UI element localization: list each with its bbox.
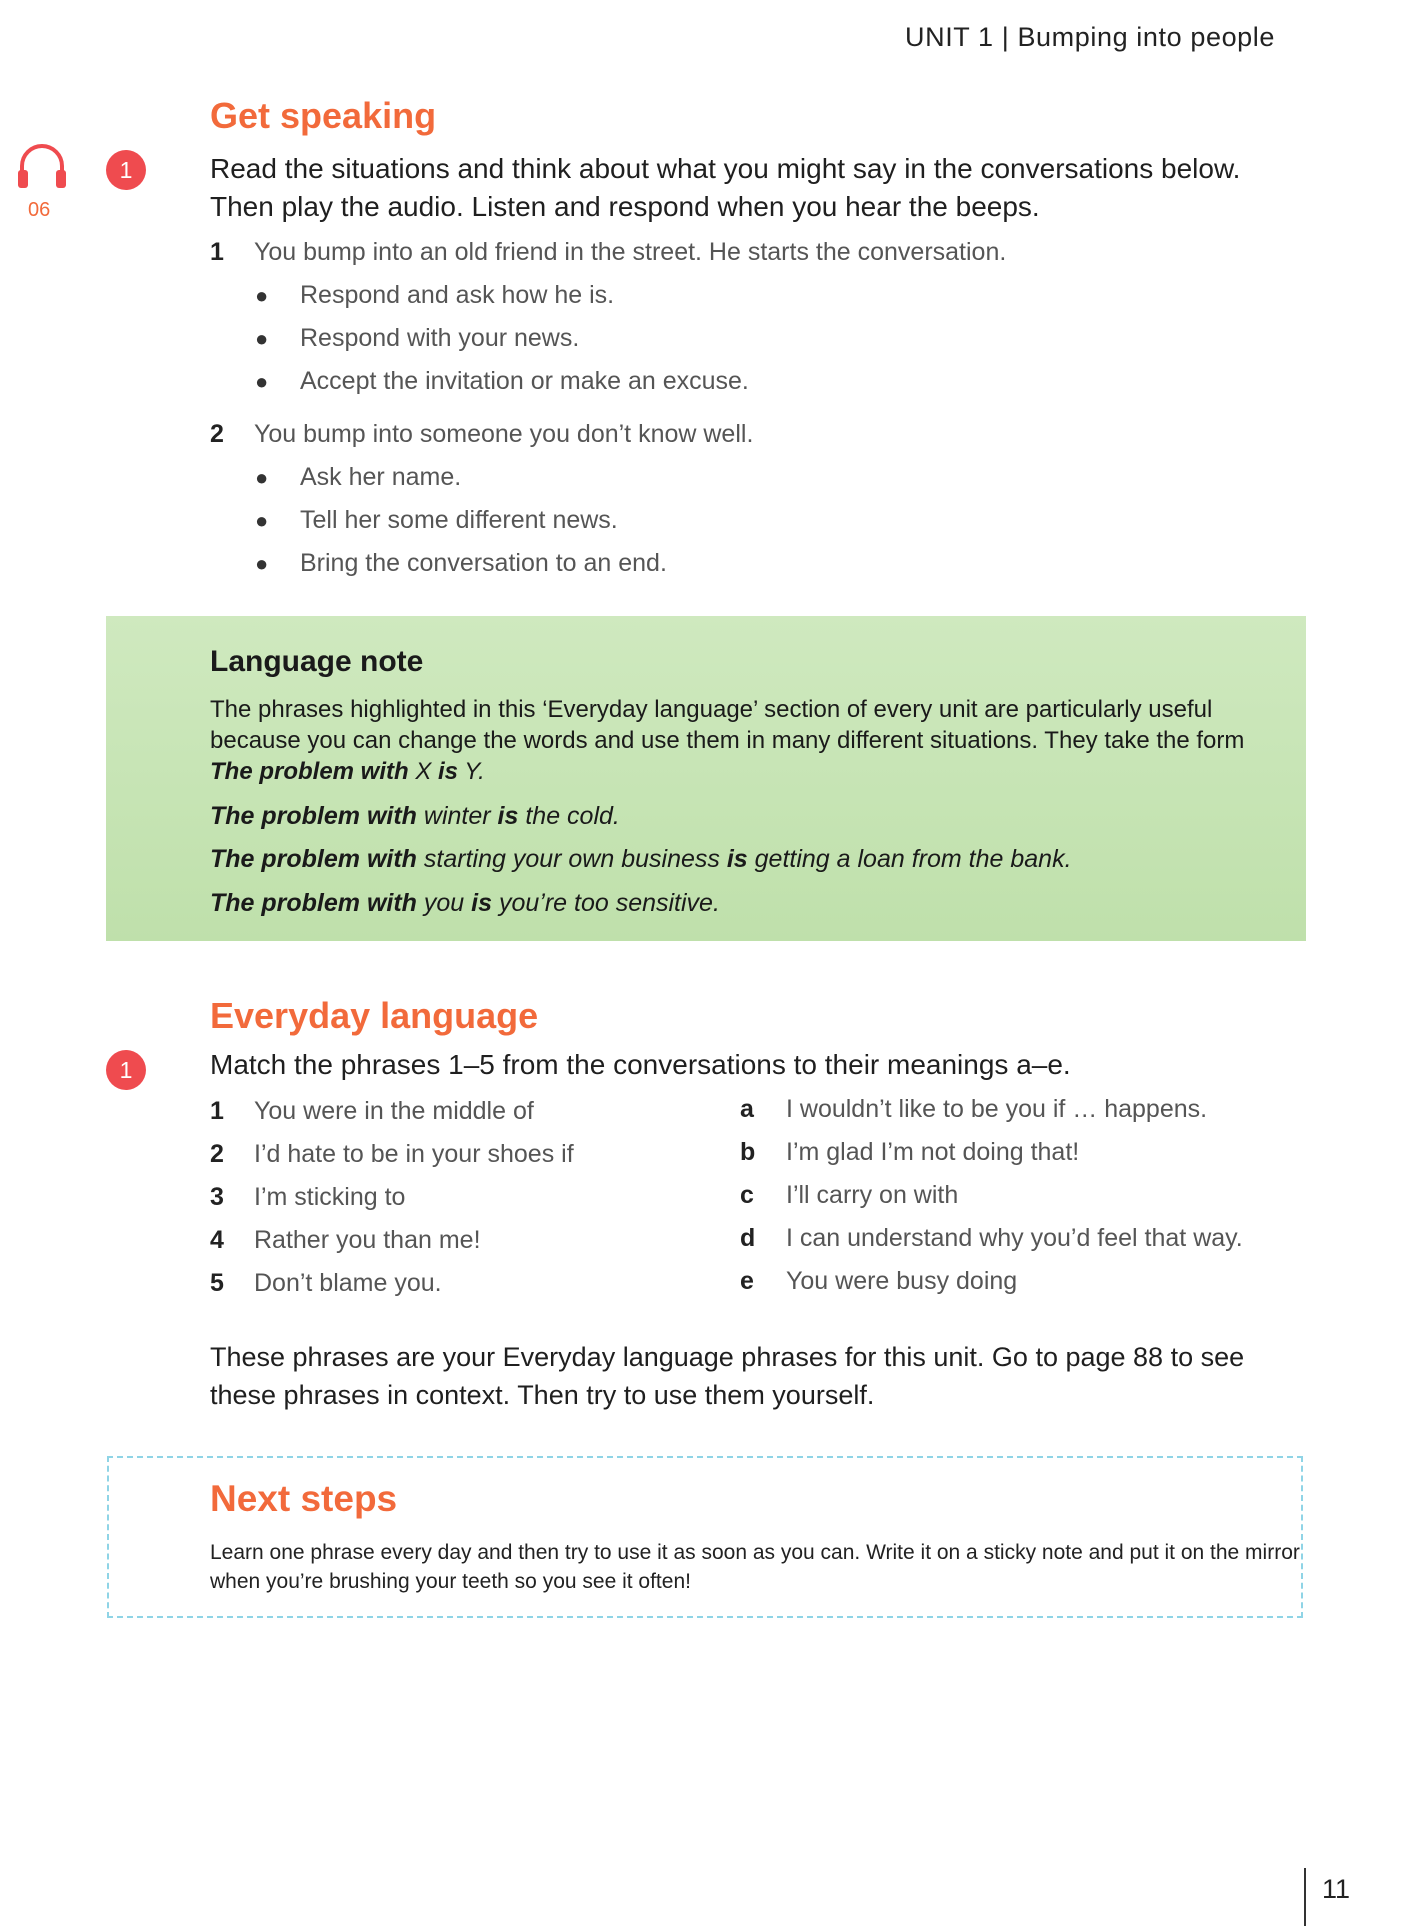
form-y: Y. [458,758,485,785]
example-subject: winter [416,802,498,830]
bullet-item [255,503,618,538]
bullet-dot-icon: ● [255,326,269,351]
phrase-number: 4 [210,1226,224,1254]
example-keyword: is [471,889,493,917]
meaning-letter: e [740,1267,754,1295]
example-complement: the cold. [518,802,620,830]
meaning-item [740,1181,958,1210]
form-is: is [438,758,459,785]
example-subject: starting your own business [416,845,727,873]
meaning-letter: b [740,1138,756,1166]
phrase-text: Rather you than me! [254,1226,481,1254]
phrase-text: You were in the middle of [254,1097,534,1125]
everyday-language-instruction: Match the phrases 1–5 from the conversations to their meanings a–e. [210,1049,1071,1080]
running-header: UNIT 1 | Bumping into people [905,22,1276,52]
page-number-divider [1304,1868,1306,1926]
bullet-item [255,321,579,356]
page-number: 11 [1322,1874,1351,1904]
bullet-dot-icon: ● [255,283,269,308]
meaning-item [740,1267,1017,1296]
example-complement: you’re too sensitive. [492,889,720,917]
language-note-example [210,802,620,831]
bullet-item [255,460,461,495]
bullet-item [255,364,749,399]
language-note-body: The phrases highlighted in this ‘Everyday language’ section of every unit are particularly useful because you can change the words and use them in many different situations. They take the form [210,696,1245,754]
bullet-dot-icon: ● [255,508,269,533]
phrase-number: 5 [210,1269,224,1297]
phrase-text: I’m sticking to [254,1183,406,1211]
meaning-text: I’ll carry on with [786,1181,959,1209]
situation-text: You bump into an old friend in the street. He starts the conversation. [254,238,1007,266]
example-keyword: is [726,845,748,873]
meaning-item [740,1138,1079,1167]
phrase-text: I’d hate to be in your shoes if [254,1140,574,1168]
meaning-letter: c [740,1181,754,1209]
example-keyword: The problem with [210,845,417,873]
bullet-item [255,546,667,581]
example-subject: you [416,889,472,917]
get-speaking-title: Get speaking [210,95,437,136]
situation-number: 2 [210,420,224,448]
language-note-example [210,889,720,918]
meaning-text: I can understand why you’d feel that way. [786,1224,1243,1252]
form-phrase: The problem with [210,758,409,785]
headphones-icon[interactable] [14,140,70,196]
phrase-number: 2 [210,1140,224,1168]
example-complement: getting a loan from the bank. [747,845,1072,873]
example-keyword: The problem with [210,802,417,830]
bullet-text: Tell her some different news. [300,506,618,534]
example-keyword: is [497,802,519,830]
language-note-text [210,694,1290,787]
language-note-example [210,845,1072,874]
bullet-text: Bring the conversation to an end. [300,549,667,577]
meaning-item [740,1095,1207,1124]
situation-number: 1 [210,238,224,266]
situation-item [210,417,753,451]
form-x: X [408,758,439,785]
bullet-text: Ask her name. [300,463,462,491]
everyday-language-title: Everyday language [210,995,539,1036]
example-keyword: The problem with [210,889,417,917]
situation-text: You bump into someone you don’t know well. [254,420,754,448]
phrase-item [210,1097,534,1126]
phrase-item [210,1140,574,1169]
language-note-title: Language note [210,645,424,678]
everyday-language-closing: These phrases are your Everyday language phrases for this unit. Go to page 88 to see these phrases in context. Then try to use them yourself. [210,1342,1245,1410]
bullet-text: Respond with your news. [300,324,580,352]
phrase-item [210,1269,442,1298]
bullet-item [255,278,614,313]
phrase-text: Don’t blame you. [254,1269,442,1297]
situation-item [210,235,1006,269]
phrase-number: 1 [210,1097,224,1125]
meaning-letter: d [740,1224,756,1252]
meaning-item [740,1224,1243,1253]
bullet-dot-icon: ● [255,465,269,490]
meaning-text: I’m glad I’m not doing that! [786,1138,1080,1166]
bullet-dot-icon: ● [255,551,269,576]
get-speaking-instruction: Read the situations and think about what you might say in the conversations below. Then play the audio. Listen and respond when you hear the beeps. [210,153,1241,222]
bullet-text: Accept the invitation or make an excuse. [300,367,749,395]
phrase-number: 3 [210,1183,224,1211]
meaning-text: I wouldn’t like to be you if … happens. [786,1095,1208,1123]
next-steps-title: Next steps [210,1478,398,1519]
exercise-number-badge: 1 [106,150,146,190]
next-steps-text: Learn one phrase every day and then try to use it as soon as you can. Write it on a sticky note and put it on the mirror when you’re brushing your teeth so you see it often! [210,1541,1300,1593]
bullet-dot-icon: ● [255,369,269,394]
audio-track-number: 06 [28,199,51,221]
phrase-item [210,1226,481,1255]
exercise-number-badge: 1 [106,1050,146,1090]
meaning-letter: a [740,1095,754,1123]
phrase-item [210,1183,405,1212]
bullet-text: Respond and ask how he is. [300,281,615,309]
meaning-text: You were busy doing [786,1267,1018,1295]
